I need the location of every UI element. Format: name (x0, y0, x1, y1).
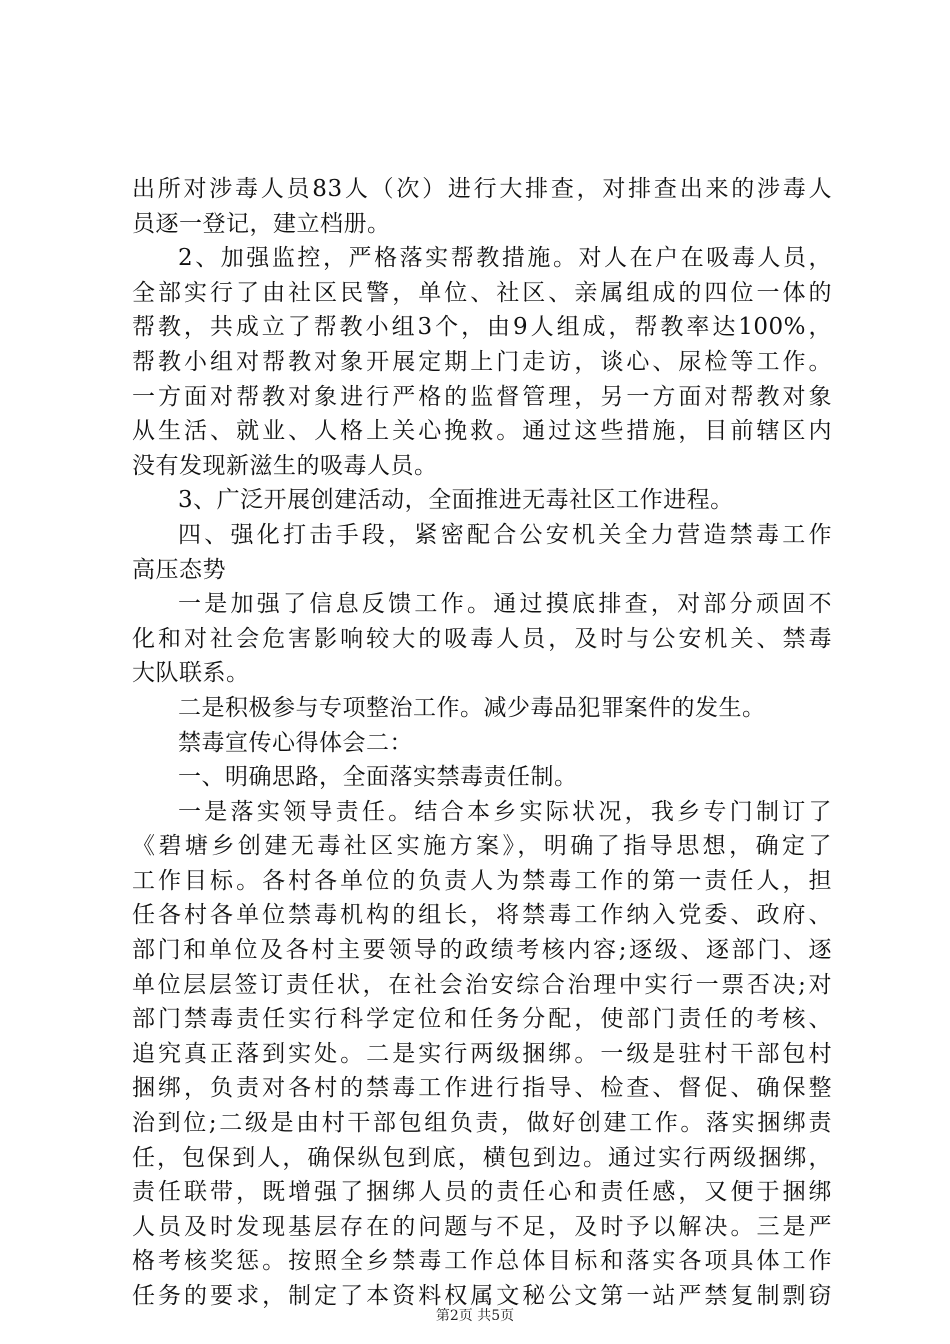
text-line: 捆绑，负责对各村的禁毒工作进行指导、检查、督促、确保整 (132, 1075, 832, 1102)
text-line: 二是积极参与专项整治工作。减少毒品犯罪案件的发生。 (178, 694, 766, 721)
text-line: 高压态势 (132, 556, 226, 583)
text-line: 帮教小组对帮教对象开展定期上门走访，谈心、尿检等工作。 (132, 348, 832, 375)
text-line: 《碧塘乡创建无毒社区实施方案》，明确了指导思想，确定了 (132, 833, 832, 860)
text-line: 3、广泛开展创建活动，全面推进无毒社区工作进程。 (178, 487, 734, 514)
text-line: 一、明确思路，全面落实禁毒责任制。 (178, 764, 578, 791)
text-line: 格考核奖惩。按照全乡禁毒工作总体目标和落实各项具体工作 (132, 1248, 832, 1275)
page-footer: 第2页 共5页 (435, 1308, 515, 1324)
text-line: 工作目标。各村各单位的负责人为禁毒工作的第一责任人，担 (132, 867, 832, 894)
text-line: 任务的要求，制定了本资料权属文秘公文第一站严禁复制剽窃 (132, 1283, 832, 1309)
text-line: 部门和单位及各村主要领导的政绩考核内容;逐级、逐部门、逐 (132, 937, 832, 964)
text-line: 没有发现新滋生的吸毒人员。 (132, 452, 438, 479)
text-line: 全部实行了由社区民警，单位、社区、亲属组成的四位一体的 (132, 279, 832, 306)
text-line: 禁毒宣传心得体会二： (178, 729, 413, 756)
text-line: 四、强化打击手段，紧密配合公安机关全力营造禁毒工作 (178, 521, 832, 548)
text-line: 单位层层签订责任状，在社会治安综合治理中实行一票否决;对 (132, 971, 832, 998)
text-line: 治到位;二级是由村干部包组负责，做好创建工作。落实捆绑责 (132, 1110, 832, 1137)
text-line: 一是加强了信息反馈工作。通过摸底排查，对部分顽固不 (178, 591, 832, 618)
text-line: 部门禁毒责任实行科学定位和任务分配，使部门责任的考核、 (132, 1006, 832, 1033)
text-line: 大队联系。 (132, 660, 250, 687)
text-line: 帮教，共成立了帮教小组3个，由9人组成，帮教率达100%， (132, 314, 832, 341)
document-body (132, 172, 832, 1314)
text-line: 化和对社会危害影响较大的吸毒人员，及时与公安机关、禁毒 (132, 625, 832, 652)
text-line: 追究真正落到实处。二是实行两级捆绑。一级是驻村干部包村 (132, 1040, 832, 1067)
text-line: 员逐一登记，建立档册。 (132, 210, 391, 237)
text-line: 从生活、就业、人格上关心挽救。通过这些措施，目前辖区内 (132, 418, 832, 445)
text-line: 出所对涉毒人员83人（次）进行大排查，对排查出来的涉毒人 (132, 176, 832, 202)
text-line: 任，包保到人，确保纵包到底，横包到边。通过实行两级捆绑， (132, 1144, 832, 1171)
text-line: 任各村各单位禁毒机构的组长，将禁毒工作纳入党委、政府、 (132, 902, 832, 929)
text-line: 一是落实领导责任。结合本乡实际状况，我乡专门制订了 (178, 798, 832, 825)
text-line: 一方面对帮教对象进行严格的监督管理，另一方面对帮教对象 (132, 383, 832, 410)
text-line: 2、加强监控，严格落实帮教措施。对人在户在吸毒人员， (178, 245, 832, 272)
text-line: 责任联带，既增强了捆绑人员的责任心和责任感，又便于捆绑 (132, 1179, 832, 1206)
text-line: 人员及时发现基层存在的问题与不足，及时予以解决。三是严 (132, 1213, 832, 1240)
